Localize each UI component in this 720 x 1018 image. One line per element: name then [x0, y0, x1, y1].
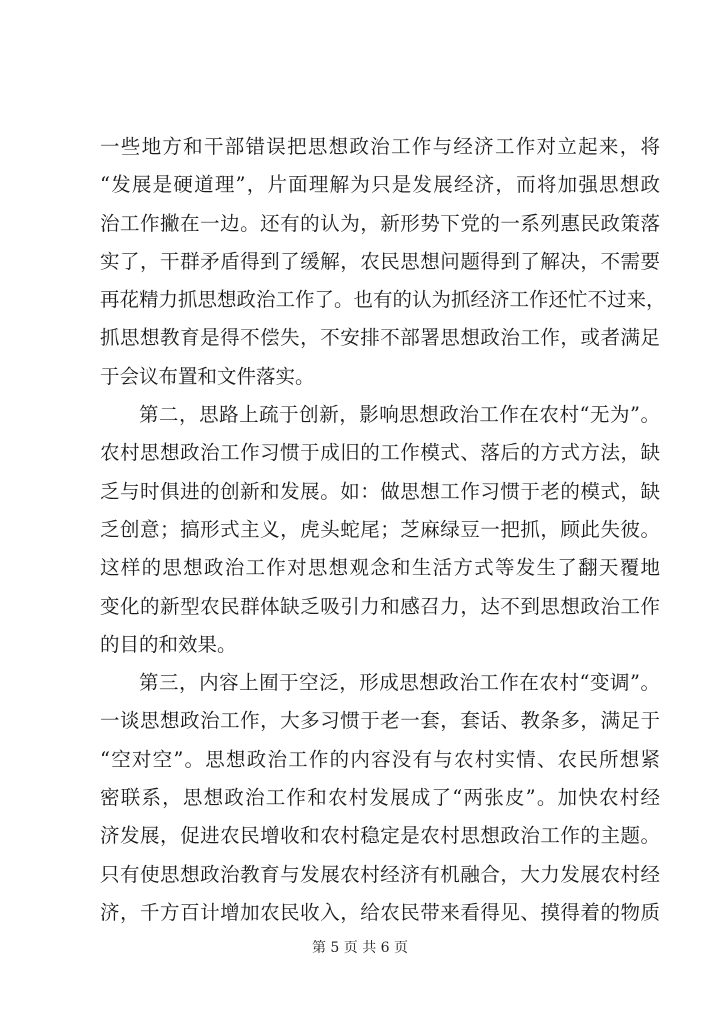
text-line: 乏创意；搞形式主义，虎头蛇尾；芝麻绿豆一把抓，顾此失彼。: [100, 517, 660, 541]
page-footer: 第 5 页 共 6 页: [311, 940, 409, 956]
text-line: 抓思想教育是得不偿失，不安排不部署思想政治工作，或者满足: [100, 326, 660, 350]
text-line: 的目的和效果。: [100, 632, 237, 656]
text-line: 再花精力抓思想政治工作了。也有的认为抓经济工作还忙不过来，: [100, 288, 666, 312]
text-line: 第三，内容上囿于空泛，形成思想政治工作在农村“变调”。: [139, 671, 660, 695]
text-line: 治工作撇在一边。还有的认为，新形势下党的一系列惠民政策落: [100, 211, 660, 235]
text-line: 实了，干群矛盾得到了缓解，农民思想问题得到了解决，不需要: [100, 249, 660, 273]
text-line: “空对空”。思想政治工作的内容没有与农村实情、农民所想紧: [100, 747, 660, 771]
text-line: 第二，思路上疏于创新，影响思想政治工作在农村“无为”。: [139, 403, 660, 427]
text-line: 济发展，促进农民增收和农村稳定是农村思想政治工作的主题。: [100, 824, 660, 848]
text-line: 只有使思想政治教育与发展农村经济有机融合，大力发展农村经: [100, 862, 660, 886]
text-line: “发展是硬道理”，片面理解为只是发展经济，而将加强思想政: [100, 173, 660, 197]
text-line: 一些地方和干部错误把思想政治工作与经济工作对立起来，将: [100, 135, 660, 158]
text-line: 于会议布置和文件落实。: [100, 364, 315, 388]
text-line: 密联系，思想政治工作和农村发展成了“两张皮”。加快农村经: [100, 786, 660, 810]
text-line: 农村思想政治工作习惯于成旧的工作模式、落后的方式方法，缺: [100, 441, 660, 465]
text-line: 一谈思想政治工作，大多习惯于老一套，套话、教条多，满足于: [100, 709, 660, 733]
text-line: 乏与时俱进的创新和发展。如：做思想工作习惯于老的模式，缺: [100, 479, 660, 503]
body-text: [100, 128, 666, 932]
text-line: 济，千方百计增加农民收入，给农民带来看得见、摸得着的物质: [100, 900, 660, 924]
text-line: 这样的思想政治工作对思想观念和生活方式等发生了翻天覆地: [100, 556, 660, 580]
text-line: 变化的新型农民群体缺乏吸引力和感召力，达不到思想政治工作: [100, 594, 660, 618]
